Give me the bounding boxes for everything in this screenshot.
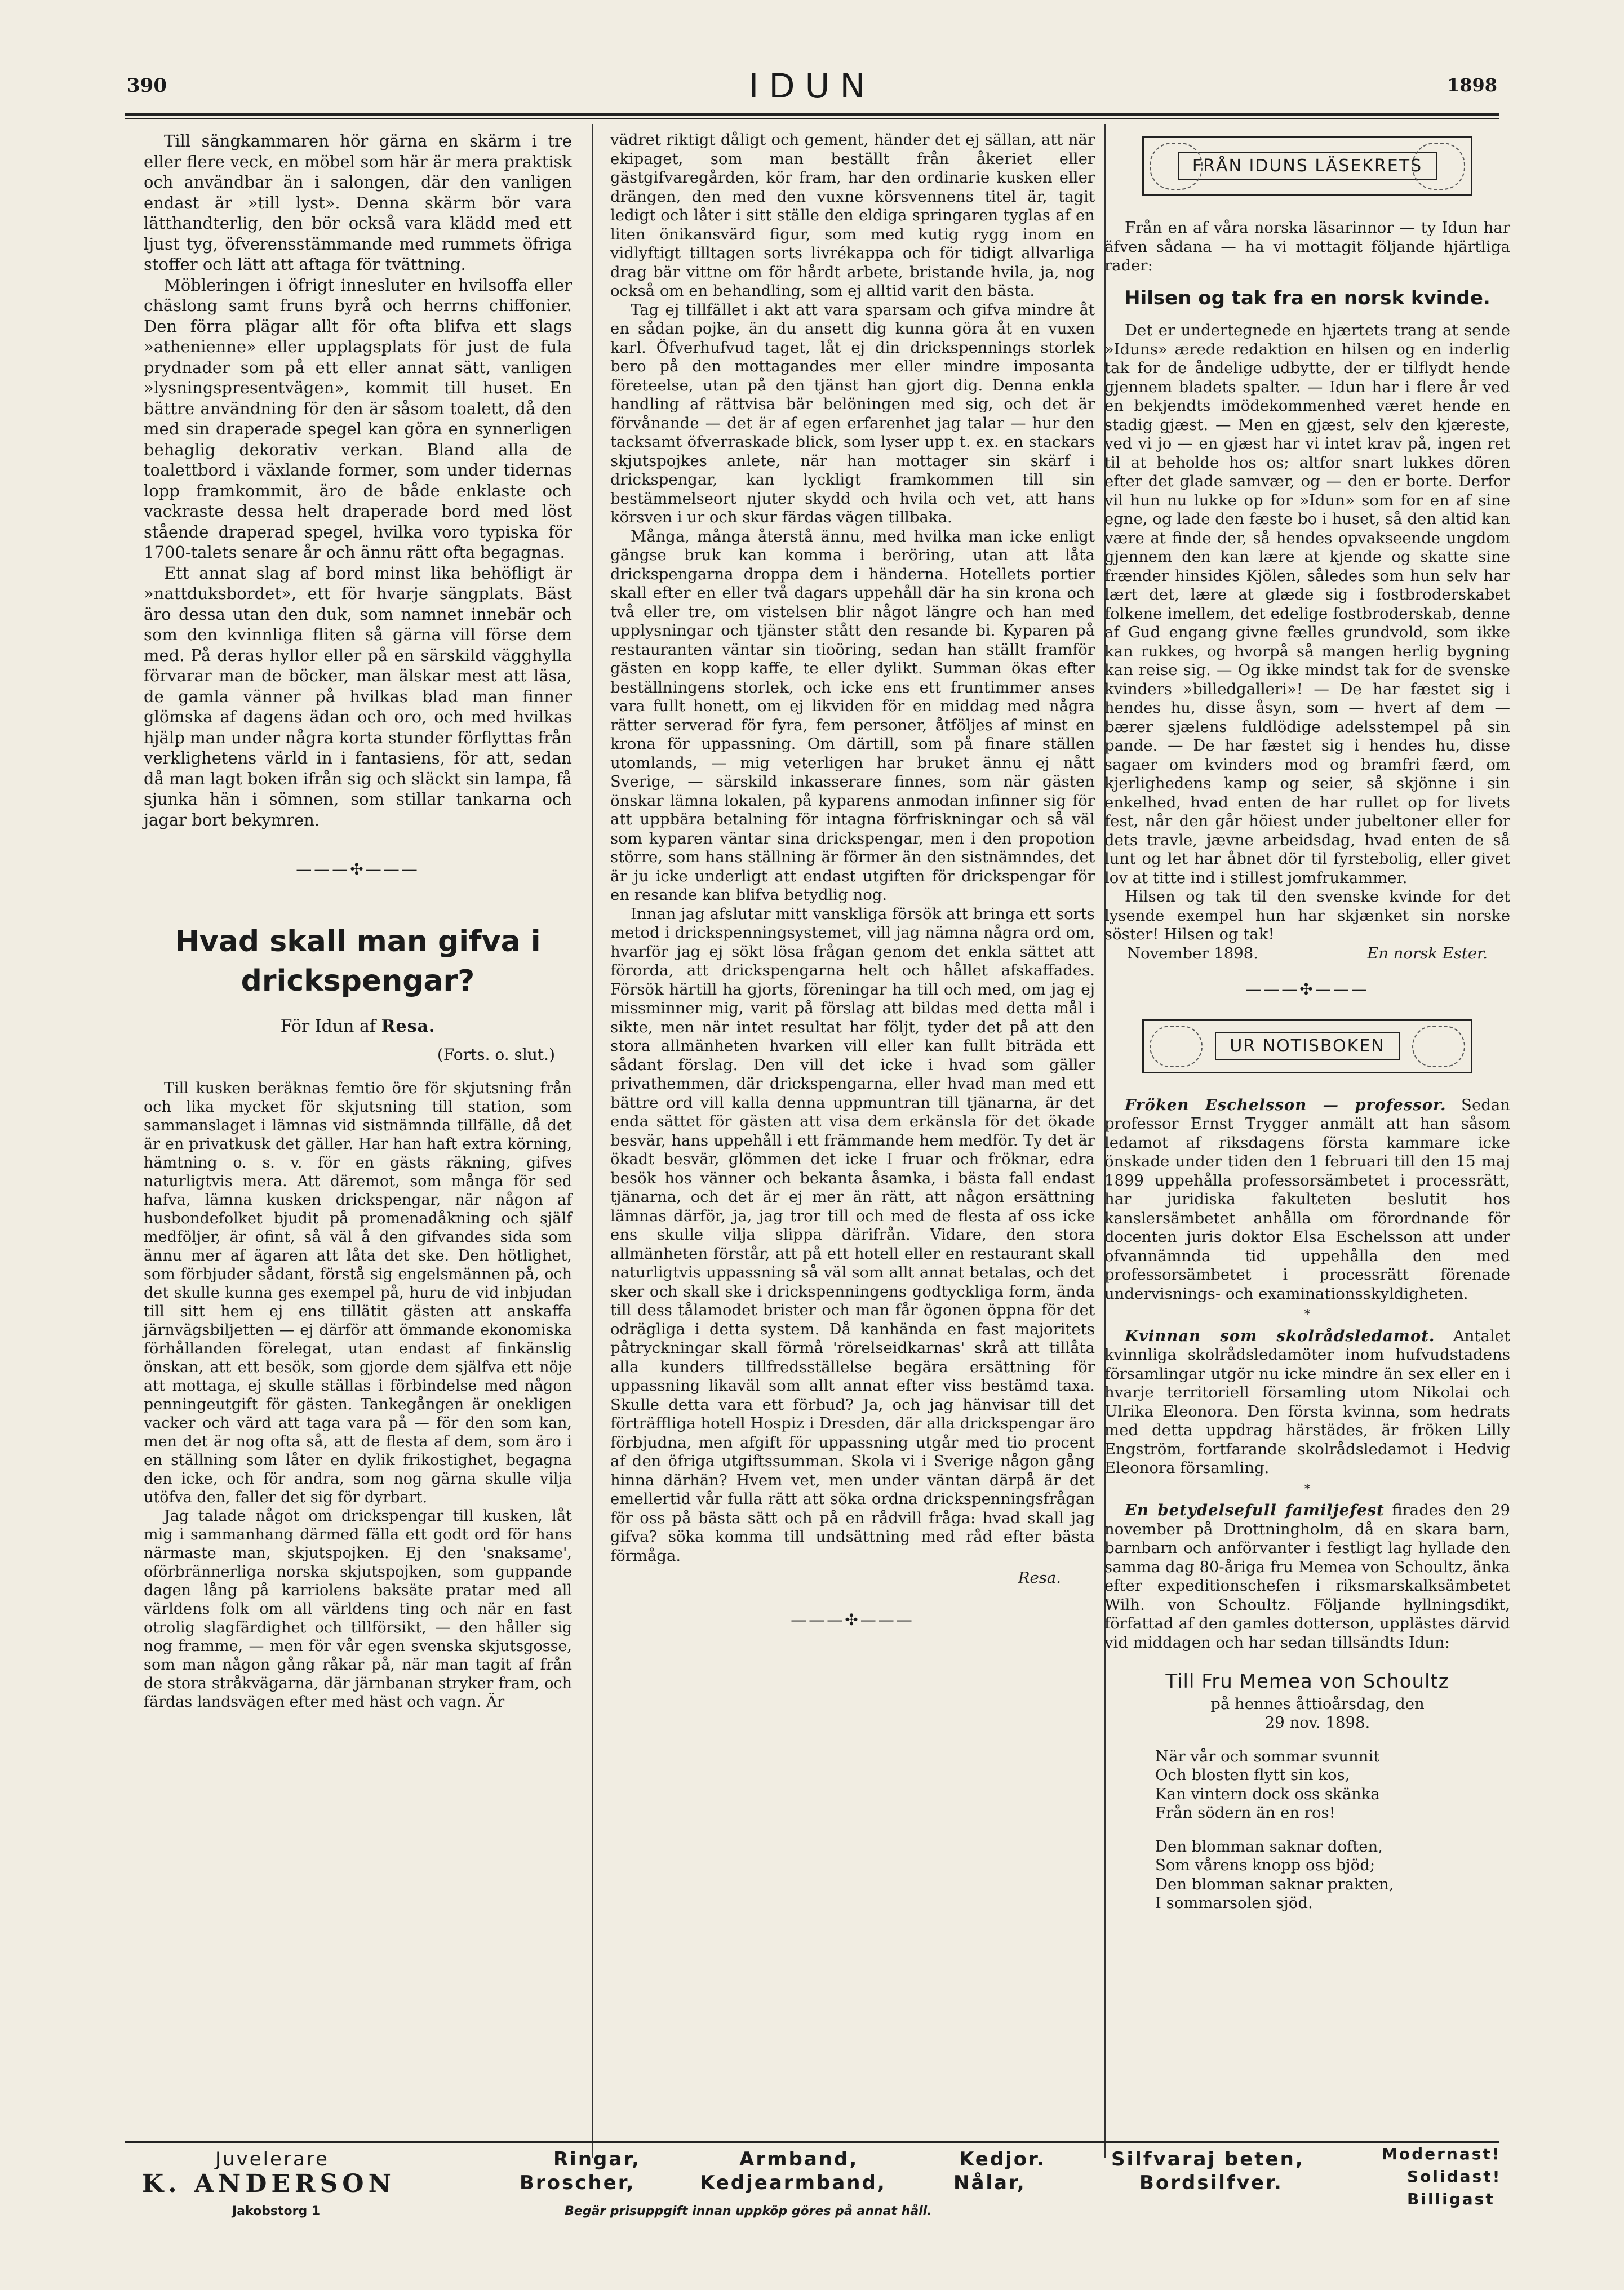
advertisement-rule bbox=[125, 2141, 1499, 2143]
page-number: 390 bbox=[127, 74, 167, 97]
article-title: Hvad skall man gifva i drickspengar? bbox=[175, 924, 541, 998]
stanza-gap bbox=[1155, 1823, 1510, 1838]
notice bbox=[1104, 1327, 1510, 1478]
paragraph: Innan jag afslutar mitt vanskliga försök att bringa ett sorts metod i drickspenningsystemet, vill jag nämna några ord om, hvarför jag ej sökt lösa frågan genom det enkla sättet att förorda, att drickspengarna helt och hållet afskaffades. Försök härtill ha gjorts, föreningar ha till och med, om jag ej missminner mig, varit på förslag att bildas med detta mål i sikte, men när intet resultat har följt, tyder det på att den stora allmänheten hvarken vill eller kan fullt biträda ett sådant förslag. Den vill det icke i hvad som gäller privathemmen, där drickspengarna, eller hvad man med ett bättre ord vill kalla denna uppmuntran till tjänarna, är det enda sättet för gästen att visa dem erkänsla för det ökade besvär, hans uppehåll i ett främmande hem medför. Ty det är ökadt besvär, glömmen det icke I fruar och fröknar, edra besök hos vänner och bekanta åsamka, i bästa fall endast tjänarna, och det är ej mer än rätt, att någon ersättning lämnas därför, ja, jag tror till och med de flesta af oss icke ens skulle vilja slippa därifrån. Vidare, den stora allmänheten förstår, att på ett hotell eller en restaurant skall naturligtvis uppassning så väl som allt annat betalas, och det sker och skall ske i drickspenningens godtyckliga form, ända till dess tålamodet brister och man får ögonen öppna för det odrägliga i detta system. Då kanhända en fast majoritets påtryckningar skall förmå 'rörelseidkarnas' skrå att tillåta alla kunders tillfredsställelse begära ersättning för uppassning likaväl som allt annat efter viss bestämd taxa. Skulle detta vara ett förbud? Ja, och jag hänvisar till det förträffliga hotell Hospiz i Dresden, där alla drickspengar äro förbjudna, men afgift för uppassning utgår med tio procent af den öfriga utgiftssumman. Skola vi i Sverige någon gång hinna därhän? Hvem vet, men under väntan därpå är det emellertid vår fulla rätt att söka ordna drickspenningsfrågan för oss på bästa sätt och på en rådvill fråga: hvad skall jag gifva? söka komma till undsättning med råd efter bästa förmåga. bbox=[610, 904, 1095, 1565]
ad-slogan: Modernast! bbox=[1382, 2145, 1501, 2163]
separator-ornament: ———✣——— bbox=[791, 1610, 915, 1629]
poem-line: Den blomman saknar prakten, bbox=[1155, 1875, 1394, 1893]
ad-item: Kedjearmband, bbox=[700, 2172, 886, 2194]
left-column bbox=[144, 131, 572, 1711]
year: 1898 bbox=[1446, 74, 1497, 96]
paragraph: Hilsen og tak til den svenske kvinde for det lysende exempel hun har skjænket sin norske söster! Hilsen og tak! bbox=[1104, 887, 1510, 943]
letter-signoff bbox=[1104, 944, 1510, 964]
column-rule-1 bbox=[592, 124, 593, 2158]
notice-text: Sedan professor Ernst Trygger anmält att han såsom ledamot af riksdagens första kammare icke önskade under tiden den 1 februari till den 15 maj 1899 uppehålla professorsämbetet i processrätt, har juridiska fakulteten beslutit hos kanslersämbetet anhålla om förordnande för docenten juris doktor Elsa Eschelsson att under ofvannämnda tid uppehålla den med professorsämbetet i processrätt förenade undervisnings- och examinationsskyldigheten. bbox=[1104, 1095, 1510, 1303]
section-banner bbox=[1142, 136, 1472, 196]
ad-jeweller: Juvelerare bbox=[215, 2148, 329, 2171]
paragraph: Många, många återstå ännu, med hvilka man icke enligt gängse bruk kan komma i beröring, utan att låta drickspengarna droppa dem i händerna. Hotellets portier skall efter en eller två dagars uppehåll där ha sin krona och två eller tre, om vistelsen blir något längre och han med upplysningar och tjänster stått den resande bi. Kyparen på restauranten väntar sin tioöring, sedan han ställt framför gästen en kopp kaffe, te eller dylikt. Summan ökas efter beställningens storlek, och icke ens ett fruntimmer anses vara fullt honett, om ej likviden för en middag med några rätter serverad för fyra, fem personer, åtföljes af minst en krona för uppassning. Om därtill, som på finare ställen utomlands, — mig veterligen har bruket ännu ej nått Sverige, — särskild inkasserare finnes, som när gästen önskar lämna lokalen, på kyparens anmodan infinner sig för att uppbära betalning för intagna förfriskningar och så väl som kyparen väntar sina drickspengar, men i den propotion större, som hans ställning är förmer än den sistnämndes, det är ju icke underligt att endast utgiften för drickspengar för en resande kan blifva betydlig nog. bbox=[610, 527, 1095, 904]
right-column bbox=[1104, 131, 1510, 1913]
star-divider: * bbox=[1304, 1308, 1311, 1322]
byline-author: Resa. bbox=[381, 1016, 436, 1036]
advertisement bbox=[125, 2145, 1502, 2233]
paragraph: Ett annat slag af bord minst lika behöfligt är »nattduksbordet», ett för hvarje sängplats. Bäst äro dessa utan den duk, som namnet innebär och som den kvinnliga fliten så gärna vill förse dem med. På deras hyllor eller på en särskild vägghylla förvarar man de böcker, man älskar mest att läsa, de gamla vänner på hvilkas blad man finner glömska af dagens ädan och oro, och med hvilkas hjälp man under några korta stunder förflyttas från verklighetens värld in i fantasiens, för att, sedan då man lagt boken ifrån sig och släckt sin lampa, få sjunka hän i sömnen, som stillar tankarna och jagar bort bekymren. bbox=[144, 563, 572, 829]
ad-slogan: Solidast! bbox=[1407, 2167, 1502, 2186]
floral-ornament-icon bbox=[1412, 1026, 1465, 1067]
ad-note: Begär prisuppgift innan uppköp göres på annat håll. bbox=[565, 2204, 932, 2218]
star-divider: * bbox=[1304, 1482, 1311, 1497]
header-rule-thin bbox=[125, 118, 1499, 119]
letter-signature: En norsk Ester. bbox=[1367, 944, 1488, 962]
floral-ornament-icon bbox=[1150, 1026, 1203, 1067]
poem-line: Kan vintern dock oss skänka bbox=[1155, 1785, 1380, 1803]
letter-date: November 1898. bbox=[1127, 944, 1258, 962]
byline-prefix: För Idun af bbox=[280, 1016, 376, 1036]
poem-line: Den blomman saknar doften, bbox=[1155, 1837, 1383, 1856]
ad-brand: K. ANDERSON bbox=[142, 2169, 396, 2198]
ad-item: Silfvaraj beten, bbox=[1111, 2148, 1304, 2171]
notice-title: En betydelsefull familjefest bbox=[1125, 1501, 1385, 1519]
ad-item: Armband, bbox=[739, 2148, 859, 2171]
ad-slogan: Billigast bbox=[1407, 2190, 1495, 2208]
paragraph: Från en af våra norska läsarinnor — ty Idun har äfven sådana — ha vi mottagit följande hjärtliga rader: bbox=[1104, 219, 1510, 274]
poem-subtitle: på hennes åttioårsdag, den bbox=[1210, 1694, 1425, 1713]
ad-address: Jakobstorg 1 bbox=[232, 2204, 321, 2218]
notice-text: firades den 29 november på Drottningholm, då en skara barn, barnbarn och anförvanter i festligt lag hyllade den samma dag 80-åriga fru Memea von Schoultz, änka efter expeditionschefen i riksmarskalksämbetet Wilh. von Schoultz. Följande hyllningsdikt, författad af den gamles dotterson, upplästes därvid vid middagen och har sedan tillsändts Idun: bbox=[1104, 1501, 1510, 1652]
notice bbox=[1104, 1501, 1510, 1652]
poem-line: Och blosten flytt sin kos, bbox=[1155, 1766, 1350, 1784]
letter-heading: Hilsen og tak fra en norsk kvinde. bbox=[1124, 286, 1490, 309]
poem-title: Till Fru Memea von Schoultz bbox=[1165, 1670, 1449, 1693]
banner-label: UR NOTISBOKEN bbox=[1215, 1032, 1399, 1060]
banner-label: FRÅN IDUNS LÄSEKRETS bbox=[1178, 152, 1437, 180]
masthead-title: IDUN bbox=[748, 66, 876, 106]
separator-ornament: ———✣——— bbox=[1245, 980, 1369, 998]
signature: Resa. bbox=[1018, 1569, 1061, 1587]
floral-ornament-icon bbox=[1412, 143, 1465, 190]
poem-line: I sommarsolen sjöd. bbox=[1155, 1894, 1313, 1912]
paragraph: Tag ej tillfället i akt att vara sparsam och gifva mindre åt en sådan pojke, än du ansett dig kunna göra åt en vuxen karl. Öfverhufvud taget, låt ej din drickspennings storlek bero på den mottagandes mer eller mindre imposanta företeelse, utan på den tjänst han gjort dig. Denna enkla handling af rättvisa bär belöningen med sig, och det är förvånande — det är af egen erfarenhet jag talar — hur den tacksamt öfverraskade blick, som lyser upp t. ex. en stackars skjutspojkes anlete, när han mottager sin skärf i drickspengar, kan lyckligt framkommen till sin bestämmelseort njuter skydd och hvila och vet, att hans körsven i ur och skur färdas vägen tillbaka. bbox=[610, 300, 1095, 526]
poem-subtitle: 29 nov. 1898. bbox=[1264, 1714, 1370, 1732]
separator-ornament: ———✣——— bbox=[296, 860, 420, 878]
ad-item: Nålar, bbox=[953, 2172, 1026, 2194]
floral-ornament-icon bbox=[1150, 143, 1203, 190]
middle-column bbox=[610, 131, 1095, 2086]
paragraph: Möbleringen i öfrigt innesluter en hvilsoffa eller chäslong samt fruns byrå och herrns chiffonier. Den förra plägar allt för ofta blifva ett slags »athenienne» eller upplagsplats för just de fula prydnader som på ett eller annat sätt, vanligen »lysningspresentvägen», kommit till huset. En bättre användning för den är såsom toalett, då den med sin draperade spegel kan göra en synnerligen behaglig dekorativ verkan. Bland alla de toalettbord i växlande former, som under tidernas lopp framkommit, äro de både enklaste och vackraste dessa helt draperade bord med löst stående draperad spegel, hvilka voro typiska för 1700-talets senare år och ännu rätt ofta begagnas. bbox=[144, 275, 572, 562]
poem-line: När vår och sommar svunnit bbox=[1155, 1747, 1380, 1765]
byline bbox=[144, 1017, 572, 1037]
ad-item: Bordsilfver. bbox=[1139, 2172, 1283, 2194]
header-rule bbox=[125, 113, 1499, 116]
paragraph: Det er undertegnede en hjærtets trang at sende »Iduns» ærede redaktion en hilsen og en inderlig tak for de åndelige udbytte, der er tilflydt hende gjennem bladets spalter. — Idun har i flere år ved en bekjendts imödekommenhed været hende en stadig gjæst. — Men en gjæst, selv den kjæreste, ved vi jo — en gjæst har vi intet krav på, ingen ret til at beholde hos os; altfor snart lukkes dören efter det glade samvær, og — den er borte. Derfor vil hun nu lukke op for »Idun» som for en af sine egne, og lade den fæste bo i huset, så den altid kan være at finde der, så hendes opvakseende ungdom gjennem den kan lære at kjende og skatte sine frænder hinsides Kjölen, således som hun selv har lært det, lære at glæde sig i fostbroderskabet folkene imellem, det edelige fostbroderskab, denne af Gud engang givne fælles grundvold, som ikke kan rukkes, og hvorpå så mangen herlig bygning kan reise sig. — Og ikke mindst tak for de svenske kvinders »billedgalleri»! — De har fæstet sig i hendes hu, disse åsyn, som — hvert af dem — bærer sjælens fuldlödige adelsstempel på sin pande. — De har fæstet sig i hendes hu, disse sagaer om kvinders mod og bramfri færd, om kjerlighedens kamp og seier, så skjönne i sin enkelhed, hvad enten de har rullet op for livets fest, når den går höiest under jubeltoner eller for dets travle, jævne arbeidsdag, hvad enten de så lunt og let har åbnet dör til fyrstebolig, eller givet lov at titte ind i stillest jomfrukammer. bbox=[1104, 321, 1510, 887]
paragraph: vädret riktigt dåligt och gement, händer det ej sällan, att när ekipaget, som man beställt från åkeriet eller gästgifvaregården, kör fram, har den ordinarie kusken eller drängen, den med den vuxne körsvennens titel är, tagit ledigt och låter i sitt ställe den eldiga springaren tyglas af en liten önikansvärd figur, som med kutig rygg inom en vidlyftigt tilltagen sorts livrékappa och för tidigt allvarliga drag bär vittne om för hårdt arbete, bristande hvila, ja, nog också om en behandling, som ej alltid varit den bästa. bbox=[610, 131, 1095, 300]
notice-text: Antalet kvinnliga skolrådsledamöter inom hufvudstadens församlingar utgör nu icke mindre än sex eller en i hvarje territoriell församling utom Nikolai och Ulrika Eleonora. Den första kvinna, som hedrats med detta uppdrag härstädes, är fröken Lilly Engström, fortfarande skolrådsledamot i Hedvig Eleonora församling. bbox=[1104, 1326, 1511, 1477]
notice-title: Fröken Eschelsson — professor. bbox=[1125, 1095, 1446, 1114]
notice-title: Kvinnan som skolrådsledamot. bbox=[1125, 1326, 1435, 1345]
section-banner bbox=[1142, 1019, 1472, 1073]
poem bbox=[1155, 1747, 1510, 1913]
paragraph: Till sängkammaren hör gärna en skärm i tre eller flere veck, en möbel som här är mera praktisk och användbar än i salongen, där den vanligen endast är »till lyst». Denna skärm bör vara lätthandterlig, den bör också vara klädd med ett ljust tyg, öfverensstämmande med rummets öfriga stoffer och lätt att aftaga för tvättning. bbox=[144, 131, 572, 274]
paragraph: Till kusken beräknas femtio öre för skjutsning från och lika mycket för skjutsning till station, som sammanslaget i lämnas vid sistnämnda tillfälle, då det är en privatkusk det gäller. Har han haft extra körning, hämtning o. s. v. för en gästs räkning, gifves naturligtvis mera. Att däremot, som många för sed hafva, lämna kusken drickspengar, när någon af husbondefolket bjudit på promenadåkning och själf medföljer, är ofint, så väl å den gifvandes sida som ännu mer af ägaren att låta det ske. Den hötlighet, som förbjuder sådant, förstå sig engelsmännen på, och det skulle kunna ges exempel på, huru de vid inbjudan till sitt hem ej ens tillätit gästen att anskaffa järnvägsbiljetten — ej därför att ömmande ekonomiska förhållanden förelegat, utan endast af finkänslig önskan, att ett besök, som gjorde dem själfva ett nöje att mottaga, ej skulle ställas i förbindelse med någon penningeutgift för gästen. Tankegången är onekligen vacker och värd att taga vara på — för den som kan, men det är nog ofta så, att de flesta af dem, som äro i en ställning som låter en dylik frikostighet, begagna den icke, och för andra, som nog gärna skulle vilja utöfva den, faller det sig för dyrbart. bbox=[144, 1079, 572, 1506]
ad-item: Broscher, bbox=[520, 2172, 636, 2194]
continuation-note: (Forts. o. slut.) bbox=[437, 1045, 555, 1064]
paragraph: Jag talade något om drickspengar till kusken, låt mig i sammanhang därmed fälla ett godt ord för hans närmaste man, skjutspojken. Ej den 'snaksame', oförbrännerliga norska skjutspojken, som guppande dagen lång på karriolens baksäte pratar med all världens folk om all världens ting och när en fast otrolig slagfärdighet och tillförsikt, — den håller sig nog framme, — men för vår egen svenska skjutsgosse, som man någon gång råkar på, när man tagit af från de stora stråkvägarna, där järnbanan stryker fram, och färdas landsvägen efter med häst och vagn. Är bbox=[144, 1507, 572, 1711]
ad-item: Kedjor. bbox=[959, 2148, 1046, 2171]
notice bbox=[1104, 1096, 1510, 1304]
poem-line: Som vårens knopp oss bjöd; bbox=[1155, 1856, 1375, 1874]
ad-item: Ringar, bbox=[553, 2148, 641, 2171]
poem-line: Från södern än en ros! bbox=[1155, 1804, 1335, 1822]
